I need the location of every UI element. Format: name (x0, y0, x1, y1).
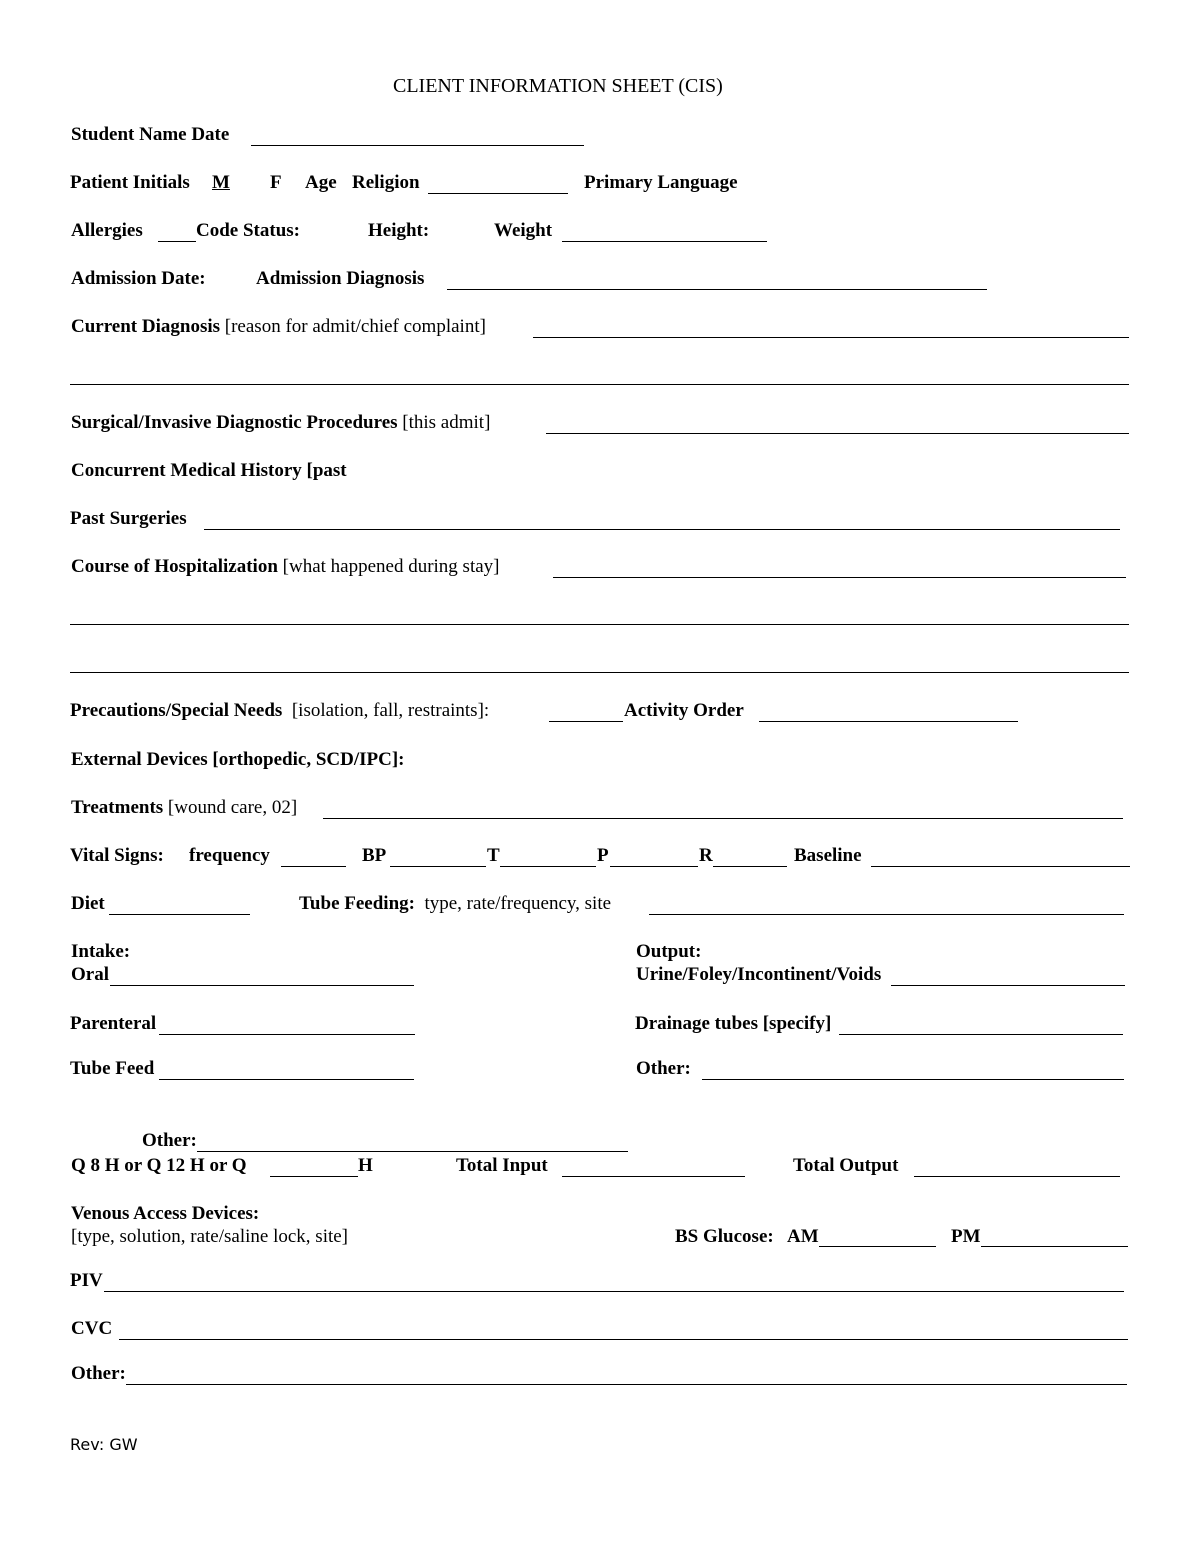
output-heading: Output: (636, 941, 702, 962)
bp-label: BP (362, 845, 387, 866)
treatments-field[interactable] (323, 818, 1123, 819)
pulse-label: P (597, 845, 609, 866)
current-diagnosis-label: Current Diagnosis (71, 316, 221, 337)
religion-label: Religion (352, 172, 420, 193)
output-other-field[interactable] (702, 1079, 1124, 1080)
weight-field[interactable] (562, 241, 767, 242)
piv-label: PIV (70, 1270, 103, 1291)
course-of-hospitalization-field-line-3[interactable] (70, 672, 1129, 673)
precautions-note: [isolation, fall, restraints]: (291, 700, 490, 721)
urine-field[interactable] (891, 985, 1125, 986)
venous-access-note: [type, solution, rate/saline lock, site] (71, 1226, 349, 1247)
admission-date-label: Admission Date: (71, 268, 206, 289)
surgical-procedures-note: [this admit] (402, 412, 491, 433)
intake-heading: Intake: (71, 941, 131, 962)
allergies-field[interactable] (158, 241, 196, 242)
interval-field[interactable] (270, 1176, 358, 1177)
total-input-field[interactable] (562, 1176, 745, 1177)
total-input-label: Total Input (456, 1155, 548, 1176)
concurrent-history-label: Concurrent Medical History [past (71, 460, 347, 481)
current-diagnosis-field-line-2[interactable] (70, 384, 1129, 385)
oral-label: Oral (71, 964, 109, 985)
tube-feeding-field[interactable] (649, 914, 1124, 915)
student-name-date-field[interactable] (251, 145, 584, 146)
course-of-hospitalization-field[interactable] (553, 577, 1126, 578)
parenteral-field[interactable] (159, 1034, 415, 1035)
patient-initials-label: Patient Initials (70, 172, 190, 193)
tube-feed-field[interactable] (159, 1079, 414, 1080)
precautions-field[interactable] (549, 721, 623, 722)
tube-feeding-label: Tube Feeding: (299, 893, 415, 914)
pulse-field[interactable] (610, 866, 698, 867)
total-output-label: Total Output (793, 1155, 899, 1176)
drainage-tubes-label: Drainage tubes [specify] (635, 1013, 832, 1034)
vital-frequency-field[interactable] (281, 866, 346, 867)
activity-order-label: Activity Order (624, 700, 744, 721)
parenteral-label: Parenteral (70, 1013, 157, 1034)
height-label: Height: (368, 220, 430, 241)
bs-pm-field[interactable] (981, 1246, 1128, 1247)
bs-pm-label: PM (951, 1226, 981, 1247)
precautions-label: Precautions/Special Needs (70, 700, 283, 721)
resp-label: R (699, 845, 713, 866)
temp-label: T (487, 845, 500, 866)
diet-label: Diet (71, 893, 105, 914)
drainage-tubes-field[interactable] (839, 1034, 1123, 1035)
bs-am-label: AM (787, 1226, 819, 1247)
oral-field[interactable] (110, 985, 414, 986)
intake-other-label: Other: (142, 1130, 197, 1151)
piv-field[interactable] (104, 1291, 1124, 1292)
allergies-label: Allergies (71, 220, 143, 241)
total-output-field[interactable] (914, 1176, 1120, 1177)
treatments-label: Treatments (71, 797, 164, 818)
past-surgeries-label: Past Surgeries (70, 508, 187, 529)
primary-language-label: Primary Language (584, 172, 738, 193)
course-of-hospitalization-note: [what happened during stay] (282, 556, 500, 577)
tube-feeding-note: type, rate/frequency, site (424, 893, 612, 914)
venous-other-field[interactable] (126, 1384, 1127, 1385)
past-surgeries-field[interactable] (204, 529, 1120, 530)
interval-h-label: H (358, 1155, 373, 1176)
page-title: CLIENT INFORMATION SHEET (CIS) (393, 75, 723, 97)
course-of-hospitalization-label: Course of Hospitalization (71, 556, 278, 577)
cvc-label: CVC (71, 1318, 113, 1339)
interval-label: Q 8 H or Q 12 H or Q (71, 1155, 247, 1176)
baseline-field[interactable] (871, 866, 1130, 867)
treatments-note: [wound care, 02] (167, 797, 298, 818)
venous-other-label: Other: (71, 1363, 126, 1384)
output-other-label: Other: (636, 1058, 691, 1079)
temp-field[interactable] (500, 866, 596, 867)
current-diagnosis-note: [reason for admit/chief complaint] (224, 316, 486, 337)
tube-feed-label: Tube Feed (70, 1058, 155, 1079)
revision-footer: Rev: GW (70, 1435, 138, 1454)
urine-label: Urine/Foley/Incontinent/Voids (636, 964, 882, 985)
intake-other-field[interactable] (197, 1151, 628, 1152)
surgical-procedures-label: Surgical/Invasive Diagnostic Procedures (71, 412, 398, 433)
vital-frequency-label: frequency (189, 845, 270, 866)
external-devices-label: External Devices [orthopedic, SCD/IPC]: (71, 749, 405, 770)
vital-signs-label: Vital Signs: (70, 845, 164, 866)
bp-field[interactable] (390, 866, 486, 867)
course-of-hospitalization-field-line-2[interactable] (70, 624, 1129, 625)
cvc-field[interactable] (119, 1339, 1128, 1340)
bs-glucose-label: BS Glucose: (675, 1226, 774, 1247)
bs-am-field[interactable] (819, 1246, 936, 1247)
surgical-procedures-field[interactable] (546, 433, 1129, 434)
admission-diagnosis-label: Admission Diagnosis (256, 268, 425, 289)
student-name-date-label: Student Name Date (71, 124, 230, 145)
sex-m-option[interactable]: M (212, 172, 230, 193)
resp-field[interactable] (713, 866, 787, 867)
baseline-label: Baseline (794, 845, 862, 866)
religion-field[interactable] (428, 193, 568, 194)
code-status-label: Code Status: (196, 220, 300, 241)
venous-access-heading: Venous Access Devices: (71, 1203, 260, 1224)
current-diagnosis-field[interactable] (533, 337, 1129, 338)
diet-field[interactable] (109, 914, 250, 915)
weight-label: Weight (494, 220, 553, 241)
activity-order-field[interactable] (759, 721, 1018, 722)
age-label: Age (305, 172, 337, 193)
admission-diagnosis-field[interactable] (447, 289, 987, 290)
sex-f-option[interactable]: F (270, 172, 282, 193)
